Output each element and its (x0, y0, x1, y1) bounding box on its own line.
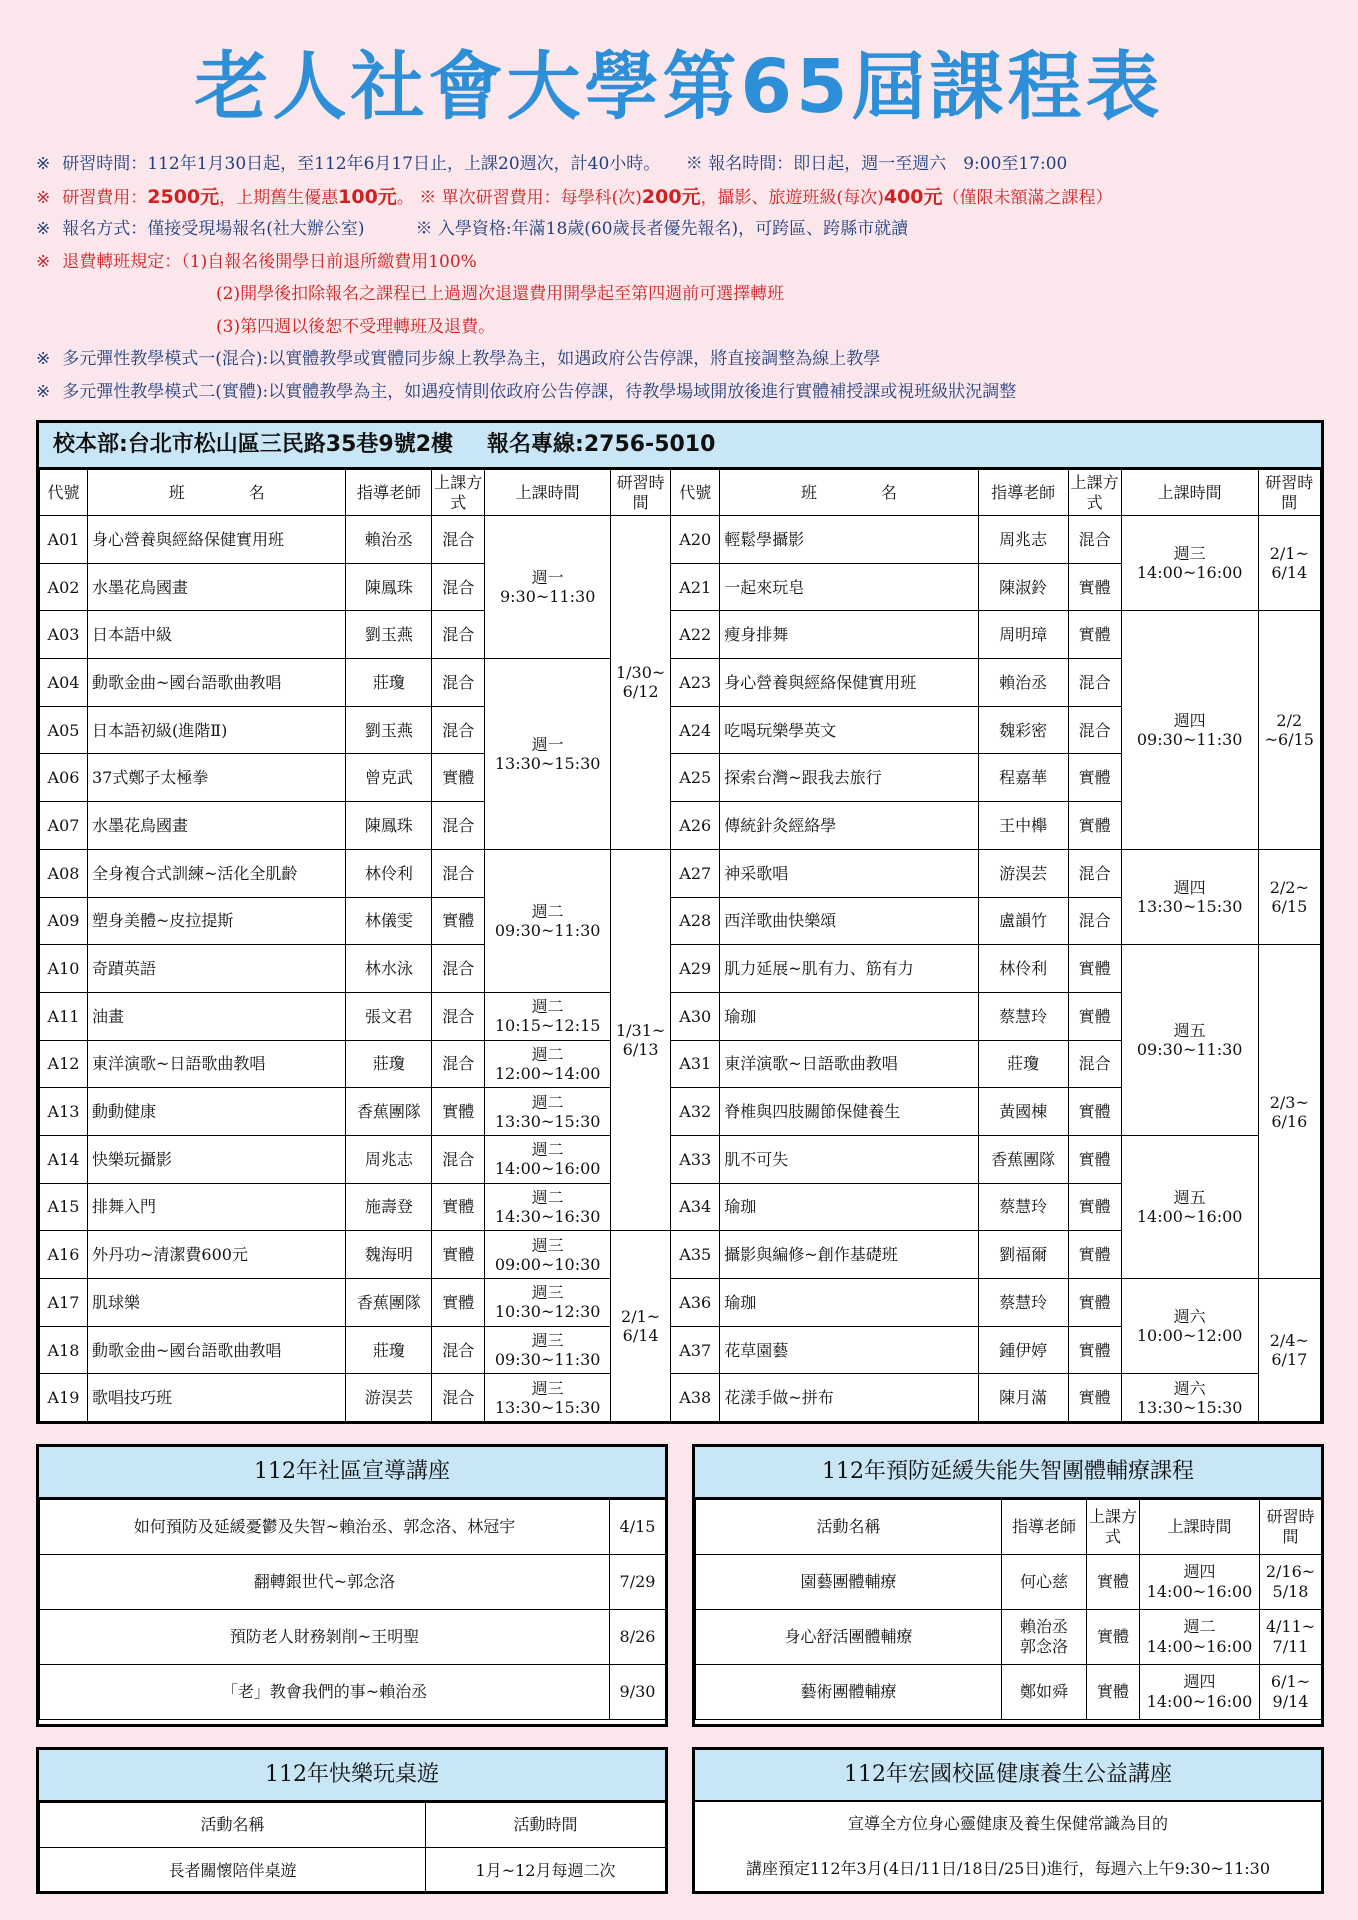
activity-mode: 實體 (1087, 1610, 1140, 1665)
main-course-table (36, 420, 1324, 1424)
course-code: A22 (671, 611, 720, 659)
course-teacher: 周兆志 (346, 1135, 432, 1183)
prevention-course-title: 112年預防延緩失能失智團體輔療課程 (695, 1447, 1321, 1499)
course-mode: 混合 (1068, 849, 1121, 897)
boardgame-col-time: 活動時間 (426, 1803, 666, 1848)
course-teacher: 香蕉團隊 (978, 1135, 1068, 1183)
note-line (36, 148, 1336, 181)
course-name: 輕鬆學攝影 (720, 516, 978, 564)
boardgame-box (36, 1747, 668, 1894)
note-text: ，攝影、旅遊班級(每次) (700, 187, 884, 208)
note-text: (3)第四週以後恕不受理轉班及退費。 (216, 316, 496, 337)
course-code: A07 (40, 802, 88, 850)
boardgame-activity-time: 1月~12月每週二次 (426, 1848, 666, 1894)
course-code: A09 (40, 897, 88, 945)
activity-time: 週四 14:00~16:00 (1140, 1665, 1260, 1720)
course-time: 週五 09:30~11:30 (1121, 945, 1258, 1136)
note-emphasis: 400元 (883, 185, 943, 208)
course-time: 週三 10:30~12:30 (485, 1279, 611, 1327)
course-code: A16 (40, 1231, 88, 1279)
course-teacher: 陳鳳珠 (346, 563, 432, 611)
lecture-date: 9/30 (610, 1665, 666, 1720)
course-mode: 混合 (1068, 1040, 1121, 1088)
course-name: 水墨花鳥國畫 (88, 563, 346, 611)
note-mark: ※ (36, 349, 51, 369)
course-name: 日本語初級(進階Ⅱ) (88, 706, 346, 754)
course-name: 西洋歌曲快樂頌 (720, 897, 978, 945)
course-time: 週三 13:30~15:30 (485, 1374, 611, 1422)
lecture-topic: 「老」教會我們的事~賴治丞 (40, 1665, 610, 1720)
course-mode: 混合 (1068, 897, 1121, 945)
course-mode: 實體 (1068, 1374, 1121, 1422)
course-code: A21 (671, 563, 720, 611)
column-header: 研習時間 (1260, 1500, 1322, 1555)
course-name: 身心營養與經絡保健實用班 (88, 516, 346, 564)
table-row (696, 1610, 1322, 1665)
course-mode: 混合 (432, 706, 485, 754)
course-code: A28 (671, 897, 720, 945)
course-name: 全身複合式訓練~活化全肌齡 (88, 849, 346, 897)
course-teacher: 盧韻竹 (978, 897, 1068, 945)
column-header: 上課時間 (1140, 1500, 1260, 1555)
note-text: 多元彈性教學模式一(混合):以實體教學或實體同步線上教學為主，如遇政府公告停課，將直接調整為線上教學 (62, 349, 881, 369)
activity-mode: 實體 (1087, 1555, 1140, 1610)
course-teacher: 蔡慧玲 (978, 1183, 1068, 1231)
course-teacher: 蔡慧玲 (978, 1279, 1068, 1327)
course-mode: 混合 (432, 659, 485, 707)
column-header: 代號 (671, 470, 720, 516)
course-code: A10 (40, 945, 88, 993)
course-code: A34 (671, 1183, 720, 1231)
health-lecture-purpose: 宣導全方位身心靈健康及養生保健常識為目的 (847, 1814, 1168, 1833)
course-code: A01 (40, 516, 88, 564)
course-teacher: 香蕉團隊 (346, 1279, 432, 1327)
course-period: 1/30~ 6/12 (610, 516, 670, 850)
course-mode: 混合 (432, 1040, 485, 1088)
activity-teacher: 何心慈 (1002, 1555, 1087, 1610)
course-period: 2/3~ 6/16 (1258, 945, 1320, 1279)
note-text: （僅限未額滿之課程） (942, 187, 1113, 208)
activity-period: 4/11~ 7/11 (1260, 1610, 1322, 1665)
course-code: A36 (671, 1279, 720, 1327)
course-mode: 混合 (432, 992, 485, 1040)
course-mode: 混合 (432, 802, 485, 850)
course-code: A35 (671, 1231, 720, 1279)
course-name: 一起來玩皂 (720, 563, 978, 611)
course-name: 快樂玩攝影 (88, 1135, 346, 1183)
table-row (40, 1610, 666, 1665)
course-time: 週四 09:30~11:30 (1121, 611, 1258, 849)
course-code: A06 (40, 754, 88, 802)
course-time: 週二 14:30~16:30 (485, 1183, 611, 1231)
health-lecture-box (692, 1747, 1324, 1894)
course-time: 週二 09:30~11:30 (485, 849, 611, 992)
note-mark: ※ (36, 154, 51, 174)
course-mode: 混合 (432, 1374, 485, 1422)
main-table-header (39, 423, 1321, 469)
course-teacher: 陳淑鈴 (978, 563, 1068, 611)
course-name: 塑身美體~皮拉提斯 (88, 897, 346, 945)
course-teacher: 施壽登 (346, 1183, 432, 1231)
course-name: 動歌金曲~國台語歌曲教唱 (88, 659, 346, 707)
lecture-topic: 如何預防及延緩憂鬱及失智~賴治丞、郭念洛、林冠宇 (40, 1500, 610, 1555)
course-mode: 混合 (432, 563, 485, 611)
note-line (36, 343, 1336, 376)
health-lecture-schedule: 講座預定112年3月(4日/11日/18日/25日)進行，每週六上午9:30~11:30 (745, 1859, 1271, 1878)
course-code: A25 (671, 754, 720, 802)
note-emphasis: 2500元 (147, 185, 220, 208)
table-row (40, 945, 1321, 993)
course-mode: 混合 (432, 1326, 485, 1374)
table-row (40, 1500, 666, 1555)
column-header: 研習時間 (610, 470, 670, 516)
course-code: A24 (671, 706, 720, 754)
course-teacher: 林伶利 (346, 849, 432, 897)
course-name: 花漾手做~拼布 (720, 1374, 978, 1422)
course-name: 動動健康 (88, 1088, 346, 1136)
course-mode: 混合 (432, 1135, 485, 1183)
note-line (36, 181, 1336, 214)
course-grid (39, 469, 1321, 1422)
course-name: 探索台灣~跟我去旅行 (720, 754, 978, 802)
course-time: 週二 10:15~12:15 (485, 992, 611, 1040)
note-text: 。 ※ 單次研習費用：每學科(次) (396, 187, 642, 208)
course-teacher: 林儀雯 (346, 897, 432, 945)
community-lecture-title: 112年社區宣導講座 (39, 1447, 665, 1499)
column-header: 研習時間 (1258, 470, 1320, 516)
column-header: 上課時間 (1121, 470, 1258, 516)
course-code: A27 (671, 849, 720, 897)
page-title: 老人社會大學第65屆課程表 (194, 44, 1164, 130)
community-lecture-table (39, 1499, 666, 1720)
column-header: 指導老師 (978, 470, 1068, 516)
column-header: 班 名 (720, 470, 978, 516)
course-name: 花草園藝 (720, 1326, 978, 1374)
lecture-date: 4/15 (610, 1500, 666, 1555)
course-time: 週三 09:00~10:30 (485, 1231, 611, 1279)
course-teacher: 莊瓊 (346, 1326, 432, 1374)
column-header-row (696, 1500, 1322, 1555)
note-line (36, 376, 1336, 409)
course-teacher: 陳鳳珠 (346, 802, 432, 850)
course-name: 東洋演歌~日語歌曲教唱 (720, 1040, 978, 1088)
note-mark: ※ (36, 251, 51, 272)
course-name: 歌唱技巧班 (88, 1374, 346, 1422)
course-period: 2/4~ 6/17 (1258, 1279, 1320, 1422)
course-teacher: 劉玉燕 (346, 706, 432, 754)
course-name: 瘦身排舞 (720, 611, 978, 659)
course-time: 週六 10:00~12:00 (1121, 1279, 1258, 1374)
course-code: A31 (671, 1040, 720, 1088)
note-mark: ※ (36, 381, 51, 402)
course-name: 肌球樂 (88, 1279, 346, 1327)
course-teacher: 林伶利 (978, 945, 1068, 993)
lecture-topic: 預防老人財務剝削~王明聖 (40, 1610, 610, 1665)
course-name: 日本語中級 (88, 611, 346, 659)
health-lecture-title: 112年宏國校區健康養生公益講座 (695, 1750, 1321, 1802)
activity-period: 2/16~ 5/18 (1260, 1555, 1322, 1610)
activity-time: 週四 14:00~16:00 (1140, 1555, 1260, 1610)
course-mode: 混合 (432, 611, 485, 659)
column-header: 上課方式 (1087, 1500, 1140, 1555)
course-teacher: 周明璋 (978, 611, 1068, 659)
campus-address: 校本部:台北市松山區三民路35巷9號2樓 (53, 432, 454, 457)
activity-teacher: 鄭如舜 (1002, 1665, 1087, 1720)
course-name: 奇蹟英語 (88, 945, 346, 993)
course-mode: 實體 (1068, 1088, 1121, 1136)
course-mode: 實體 (1068, 563, 1121, 611)
course-teacher: 游淏芸 (978, 849, 1068, 897)
course-code: A08 (40, 849, 88, 897)
course-name: 身心營養與經絡保健實用班 (720, 659, 978, 707)
course-teacher: 黃國棟 (978, 1088, 1068, 1136)
course-mode: 實體 (1068, 754, 1121, 802)
course-time: 週二 12:00~14:00 (485, 1040, 611, 1088)
lecture-topic: 翻轉銀世代~郭念洛 (40, 1555, 610, 1610)
course-teacher: 程嘉華 (978, 754, 1068, 802)
course-period: 2/2~ 6/15 (1258, 849, 1320, 944)
course-mode: 混合 (1068, 706, 1121, 754)
course-code: A32 (671, 1088, 720, 1136)
course-period: 2/2 ~6/15 (1258, 611, 1320, 849)
course-mode: 實體 (1068, 1279, 1121, 1327)
course-teacher: 魏海明 (346, 1231, 432, 1279)
table-row (40, 849, 1321, 897)
course-code: A14 (40, 1135, 88, 1183)
course-time: 週一 13:30~15:30 (485, 659, 611, 850)
course-code: A02 (40, 563, 88, 611)
course-time: 週三 09:30~11:30 (485, 1326, 611, 1374)
course-code: A18 (40, 1326, 88, 1374)
course-name: 瑜珈 (720, 992, 978, 1040)
course-name: 瑜珈 (720, 1279, 978, 1327)
course-teacher: 張文君 (346, 992, 432, 1040)
course-code: A05 (40, 706, 88, 754)
course-name: 油畫 (88, 992, 346, 1040)
course-time: 週五 14:00~16:00 (1121, 1135, 1258, 1278)
table-row (696, 1555, 1322, 1610)
course-time: 週一 9:30~11:30 (485, 516, 611, 659)
course-teacher: 陳月滿 (978, 1374, 1068, 1422)
column-header: 指導老師 (346, 470, 432, 516)
course-mode: 實體 (432, 1231, 485, 1279)
activity-period: 6/1~ 9/14 (1260, 1665, 1322, 1720)
course-name: 神采歌唱 (720, 849, 978, 897)
course-mode: 混合 (432, 849, 485, 897)
course-name: 傳統針灸經絡學 (720, 802, 978, 850)
table-row (40, 611, 1321, 659)
course-teacher: 林水泳 (346, 945, 432, 993)
course-mode: 混合 (1068, 516, 1121, 564)
course-code: A11 (40, 992, 88, 1040)
column-header: 活動名稱 (696, 1500, 1002, 1555)
note-text: 研習費用： (62, 187, 148, 208)
course-code: A30 (671, 992, 720, 1040)
column-header: 代號 (40, 470, 88, 516)
course-code: A13 (40, 1088, 88, 1136)
course-teacher: 周兆志 (978, 516, 1068, 564)
course-code: A23 (671, 659, 720, 707)
course-name: 瑜珈 (720, 1183, 978, 1231)
note-mark: ※ (36, 187, 51, 208)
activity-name: 身心舒活團體輔療 (696, 1610, 1002, 1665)
note-text: (2)開學後扣除報名之課程已上過週次退還費用開學起至第四週前可選擇轉班 (216, 284, 785, 304)
course-code: A19 (40, 1374, 88, 1422)
course-code: A15 (40, 1183, 88, 1231)
course-mode: 混合 (1068, 659, 1121, 707)
course-name: 肌不可失 (720, 1135, 978, 1183)
course-name: 攝影與編修~創作基礎班 (720, 1231, 978, 1279)
note-emphasis: 100元 (338, 185, 397, 208)
course-mode: 混合 (432, 516, 485, 564)
column-header: 上課方式 (1068, 470, 1121, 516)
table-row (40, 516, 1321, 564)
activity-teacher: 賴治丞 郭念洛 (1002, 1610, 1087, 1665)
course-mode: 混合 (432, 945, 485, 993)
course-name: 脊椎與四肢關節保健養生 (720, 1088, 978, 1136)
course-code: A37 (671, 1326, 720, 1374)
note-mark: ※ (36, 219, 51, 239)
course-teacher: 曾克武 (346, 754, 432, 802)
lecture-date: 7/29 (610, 1555, 666, 1610)
course-period: 1/31~ 6/13 (610, 849, 670, 1231)
table-row (40, 1135, 1321, 1183)
course-mode: 實體 (1068, 992, 1121, 1040)
notes-section (36, 148, 1336, 408)
course-teacher: 莊瓊 (978, 1040, 1068, 1088)
course-mode: 實體 (1068, 1135, 1121, 1183)
course-name: 排舞入門 (88, 1183, 346, 1231)
column-header-row (40, 470, 1321, 516)
course-teacher: 鍾伊婷 (978, 1326, 1068, 1374)
prevention-course-table (695, 1499, 1322, 1720)
course-code: A04 (40, 659, 88, 707)
column-header: 上課方式 (432, 470, 485, 516)
note-text: 研習時間：112年1月30日起，至112年6月17日止，上課20週次，計40小時。 ※ 報名時間：即日起，週一至週六 9:00至17:00 (62, 154, 1068, 174)
column-header: 指導老師 (1002, 1500, 1087, 1555)
course-time: 週二 13:30~15:30 (485, 1088, 611, 1136)
course-time: 週四 13:30~15:30 (1121, 849, 1258, 944)
note-text: ，上期舊生優惠 (219, 187, 339, 208)
course-teacher: 魏彩密 (978, 706, 1068, 754)
note-text: 多元彈性教學模式二(實體):以實體教學為主，如遇疫情則依政府公告停課，待教學場域開放後進行實體補授課或視班級狀況調整 (62, 381, 1017, 402)
course-teacher: 蔡慧玲 (978, 992, 1068, 1040)
course-name: 水墨花鳥國畫 (88, 802, 346, 850)
note-text: 報名方式：僅接受現場報名(社大辦公室) ※ 入學資格:年滿18歲(60歲長者優先報名)，可跨區、跨縣市就讀 (62, 219, 909, 239)
course-teacher: 游淏芸 (346, 1374, 432, 1422)
course-mode: 實體 (1068, 611, 1121, 659)
table-row (40, 1665, 666, 1720)
course-mode: 實體 (432, 897, 485, 945)
course-time: 週六 13:30~15:30 (1121, 1374, 1258, 1422)
course-teacher: 莊瓊 (346, 1040, 432, 1088)
column-header: 班 名 (88, 470, 346, 516)
course-teacher: 賴治丞 (978, 659, 1068, 707)
boardgame-col-name: 活動名稱 (40, 1803, 426, 1848)
column-header: 上課時間 (485, 470, 611, 516)
note-line (36, 213, 1336, 246)
course-teacher: 香蕉團隊 (346, 1088, 432, 1136)
note-line (36, 311, 1336, 344)
course-code: A17 (40, 1279, 88, 1327)
activity-name: 園藝團體輔療 (696, 1555, 1002, 1610)
course-code: A12 (40, 1040, 88, 1088)
course-name: 東洋演歌~日語歌曲教唱 (88, 1040, 346, 1088)
course-teacher: 莊瓊 (346, 659, 432, 707)
course-code: A29 (671, 945, 720, 993)
course-mode: 實體 (1068, 802, 1121, 850)
course-teacher: 劉福爾 (978, 1231, 1068, 1279)
course-name: 肌力延展~肌有力、筋有力 (720, 945, 978, 993)
note-text: 退費轉班規定：（1)自報名後開學日前退所繳費用100% (62, 251, 477, 272)
course-code: A26 (671, 802, 720, 850)
course-mode: 實體 (1068, 1183, 1121, 1231)
prevention-course-box (692, 1444, 1324, 1727)
course-mode: 實體 (432, 1279, 485, 1327)
table-row (40, 1374, 1321, 1422)
course-mode: 實體 (1068, 1326, 1121, 1374)
boardgame-title: 112年快樂玩桌遊 (39, 1750, 665, 1802)
course-code: A03 (40, 611, 88, 659)
activity-mode: 實體 (1087, 1665, 1140, 1720)
course-period: 2/1~ 6/14 (1258, 516, 1320, 611)
course-mode: 實體 (432, 1183, 485, 1231)
course-period: 2/1~ 6/14 (610, 1231, 670, 1422)
note-emphasis: 200元 (641, 185, 701, 208)
note-line (36, 246, 1336, 279)
course-mode: 實體 (1068, 1231, 1121, 1279)
table-row (696, 1665, 1322, 1720)
course-name: 吃喝玩樂學英文 (720, 706, 978, 754)
boardgame-activity-name: 長者關懷陪伴桌遊 (40, 1848, 426, 1894)
lecture-date: 8/26 (610, 1610, 666, 1665)
course-name: 37式鄭子太極拳 (88, 754, 346, 802)
course-time: 週三 14:00~16:00 (1121, 516, 1258, 611)
course-mode: 實體 (432, 1088, 485, 1136)
course-teacher: 劉玉燕 (346, 611, 432, 659)
community-lecture-box (36, 1444, 668, 1727)
boardgame-table (39, 1802, 666, 1894)
course-time: 週二 14:00~16:00 (485, 1135, 611, 1183)
activity-time: 週二 14:00~16:00 (1140, 1610, 1260, 1665)
activity-name: 藝術團體輔療 (696, 1665, 1002, 1720)
registration-hotline: 報名專線:2756-5010 (487, 432, 716, 457)
course-teacher: 賴治丞 (346, 516, 432, 564)
course-code: A33 (671, 1135, 720, 1183)
table-row (40, 1555, 666, 1610)
course-mode: 實體 (1068, 945, 1121, 993)
course-mode: 實體 (432, 754, 485, 802)
course-name: 動歌金曲~國台語歌曲教唱 (88, 1326, 346, 1374)
course-code: A20 (671, 516, 720, 564)
course-name: 外丹功~清潔費600元 (88, 1231, 346, 1279)
table-row (40, 1279, 1321, 1327)
note-line (36, 278, 1336, 311)
course-teacher: 王中櫸 (978, 802, 1068, 850)
course-code: A38 (671, 1374, 720, 1422)
